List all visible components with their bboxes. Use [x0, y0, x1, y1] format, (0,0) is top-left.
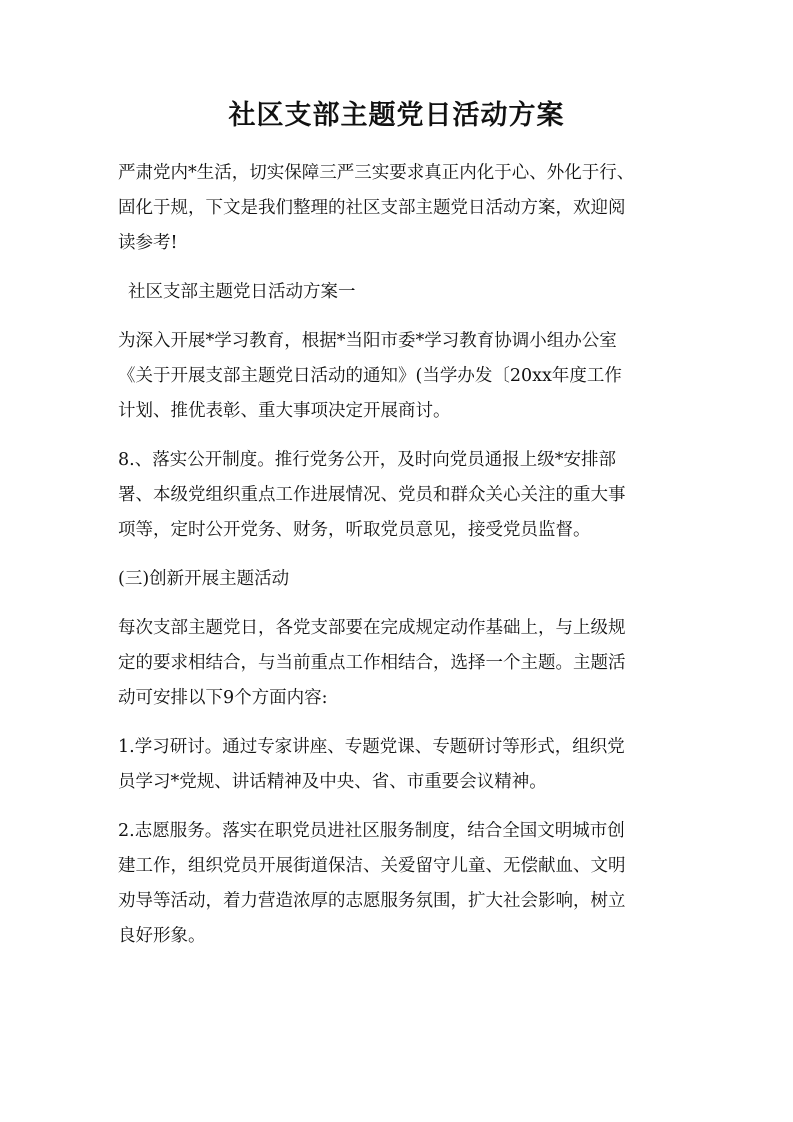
body-paragraph — [118, 324, 678, 429]
text-line: (三)创新开展主题活动 — [118, 569, 290, 589]
text-line: 2.志愿服务。落实在职党员进社区服务制度，结合全国文明城市创 — [118, 821, 625, 841]
text-line: 劝导等活动，着力营造浓厚的志愿服务氛围，扩大社会影响，树立 — [118, 891, 626, 911]
section-heading — [118, 275, 678, 310]
list-item-paragraph — [118, 730, 678, 800]
body-paragraph — [118, 443, 678, 548]
text-line: 定的要求相结合，与当前重点工作相结合，选择一个主题。主题活 — [118, 653, 626, 673]
text-line: 署、本级党组织重点工作进展情况、党员和群众关心关注的重大事 — [118, 485, 626, 505]
text-line: 每次支部主题党日，各党支部要在完成规定动作基础上，与上级规 — [118, 618, 626, 638]
text-line: 社区支部主题党日活动方案一 — [128, 282, 356, 302]
text-line: 为深入开展*学习教育，根据*当阳市委*学习教育协调小组办公室 — [118, 331, 617, 351]
text-line: 动可安排以下9个方面内容: — [118, 688, 328, 708]
document-title: 社区支部主题党日活动方案 — [228, 100, 565, 131]
text-line: 固化于规，下文是我们整理的社区支部主题党日活动方案，欢迎阅 — [118, 198, 626, 218]
text-line: 良好形象。 — [118, 926, 206, 946]
text-line: 项等，定时公开党务、财务，听取党员意见，接受党员监督。 — [118, 520, 591, 540]
text-line: 计划、推优表彰、重大事项决定开展商讨。 — [118, 401, 451, 421]
text-line: 建工作，组织党员开展街道保洁、关爱留守儿童、无偿献血、文明 — [118, 856, 626, 876]
text-line: 读参考! — [118, 233, 178, 253]
text-line: 8.、落实公开制度。推行党务公开，及时向党员通报上级*安排部 — [118, 450, 616, 470]
document-body — [118, 156, 678, 968]
text-line: 员学习*党规、讲话精神及中央、省、市重要会议精神。 — [118, 772, 547, 792]
text-line: 1.学习研讨。通过专家讲座、专题党课、专题研讨等形式，组织党 — [118, 737, 625, 757]
text-line: 《关于开展支部主题党日活动的通知》(当学办发〔20xx年度工作 — [118, 366, 622, 386]
list-item-paragraph — [118, 814, 678, 954]
text-line: 严肃党内*生活，切实保障三严三实要求真正内化于心、外化于行、 — [118, 163, 635, 183]
body-paragraph — [118, 611, 678, 716]
subsection-heading — [118, 562, 678, 597]
intro-paragraph — [118, 156, 678, 261]
